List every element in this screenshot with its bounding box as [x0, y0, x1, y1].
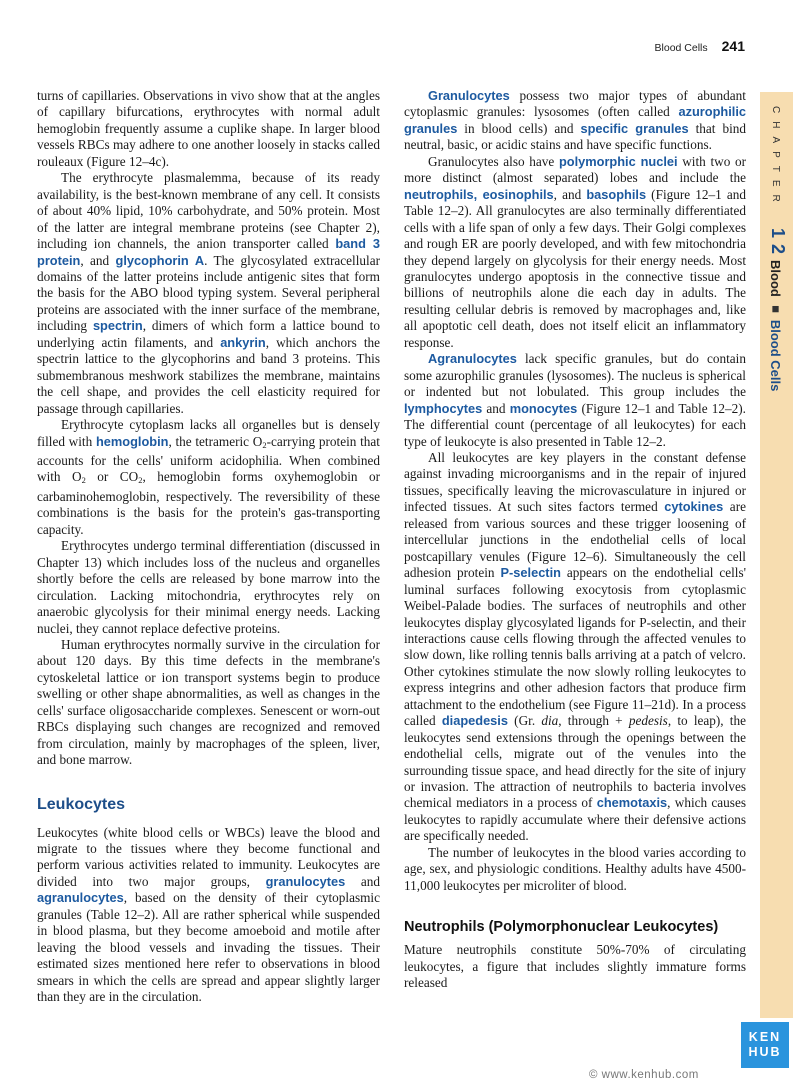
paragraph: Granulocytes possess two major types of abundant cytoplasmic granules: lysosomes (often called azurophilic granules in blood cells) and specific granules that bind neutral, basic, or acidic stains and have specific functions.	[404, 88, 746, 153]
key-term: hemoglobin	[95, 433, 169, 449]
paragraph: The erythrocyte plasmalemma, because of its ready availability, is the best-known membrane of any cell. It consists of about 40% lipid, 10% carbohydrate, and 50% protein. Most of the latter are integral membrane proteins (see Chapter 2), including ion channels, the anion transporter called band 3 protein, and glycophorin A. The glycosylated extracellular domains of the latter proteins include antigenic sites that form the basis for the ABO blood typing system. Several peripheral proteins are associated with the inner surface of the membrane, including spectrin, dimers of which form a lattice bound to underlying actin filaments, and ankyrin, which anchors the spectrin lattice to the glycophorins and band 3 proteins. This submembranous meshwork stabilizes the membrane, maintains the cell shape, and provides the cell elasticity required for passage through capillaries.	[37, 170, 381, 416]
paragraph: turns of capillaries. Observations in vivo show that at the angles of capillary bifurcations, erythrocytes with normal adult hemoglobin frequently assume a cuplike shape. In larger blood vessels RBCs may adhere to one another loosely in stacks called rouleaux (Figure 12–4c).	[37, 88, 380, 169]
italic-term: pedesis	[628, 713, 668, 729]
paragraph: Agranulocytes lack specific granules, but do contain some azurophilic granules (lysosomes). The nucleus is spherical or indented but not lobulated. This group includes the lymphocytes and monocytes (Figure 12–1 and Table 12–2). The differential count (percentage of all leukocytes) for each type of leukocyte is also presented in Table 12–2.	[404, 351, 746, 449]
key-term: specific granules	[580, 120, 689, 136]
key-term: Agranulocytes	[428, 351, 517, 367]
key-term: azurophilic granules	[404, 104, 746, 136]
key-term: glycophorin A	[115, 252, 205, 268]
paragraph: Mature neutrophils constitute 50%-70% of circulating leukocytes, a figure that includes slightly immature forms released	[404, 942, 746, 991]
chapter-title-main: Blood	[768, 260, 783, 297]
kenhub-logo	[741, 1022, 789, 1068]
chapter-title	[768, 260, 783, 391]
paragraph: The number of leukocytes in the blood varies according to age, sex, and physiologic conditions. Healthy adults have 4500-11,000 leukocytes per microliter of blood.	[404, 844, 746, 893]
key-term: diapedesis	[441, 713, 508, 729]
left-column	[37, 88, 380, 1006]
paragraph: Erythrocytes undergo terminal differentiation (discussed in Chapter 13) which includes loss of the nucleus and organelles shortly before the cells are released by bone marrow into the circulation. Lacking mitochondria, erythrocytes rely on anaerobic glycolysis for their minimal energy needs. Lacking nuclei, they cannot replace defective proteins.	[37, 538, 380, 636]
logo-line-1: KEN	[748, 1030, 782, 1044]
paragraph: Human erythrocytes normally survive in the circulation for about 120 days. By this time defects in the membrane's cytoskeletal lattice or ion transport systems begin to produce swelling or other shape abnormalities, as well as changes in the cells' surface oligosaccharide complexes. Senescent or worn-out RBCs displaying such changes are recognized and removed from circulation, mainly by macrophages of the spleen, liver, and bone marrow.	[37, 636, 380, 768]
separator-icon: ■	[768, 300, 783, 316]
key-term: monocytes	[509, 400, 578, 416]
key-term: spectrin	[92, 318, 143, 334]
key-term: basophils	[586, 186, 647, 202]
key-term: band 3 protein	[37, 236, 380, 268]
italic-term: dia	[541, 713, 559, 729]
key-term: Granulocytes	[428, 88, 510, 103]
logo-line-2: HUB	[748, 1045, 782, 1059]
key-term: chemotaxis	[596, 795, 668, 811]
running-head	[600, 38, 745, 54]
key-term: neutrophils, eosinophils	[404, 186, 554, 202]
right-column	[404, 88, 746, 992]
key-term: P-selectin	[500, 565, 561, 581]
key-term: cytokines	[664, 499, 724, 515]
key-term: ankyrin	[220, 334, 266, 350]
subscript: 2	[138, 475, 143, 486]
page-number: 241	[721, 38, 745, 54]
chapter-section-title: Blood Cells	[768, 319, 783, 392]
paragraph: All leukocytes are key players in the constant defense against invading microorganisms and in the repair of injured tissues, specifically leaving the microvasculature in injured or infected tissues. At such sites factors termed cytokines are released from various sources and these trigger loosening of intercellular junctions in the endothelial cells of local postcapillary venules (Figure 12–6). Simultaneously the cell adhesion protein P-selectin appears on the endothelial cells' luminal surfaces following exocytosis from cytoplasmic Weibel-Palade bodies. The surfaces of neutrophils and other leukocytes display glycosylated ligands for P-selectin, and their interactions cause cells flowing through the affected venules to slow down, like rolling tennis balls arriving at a patch of velcro. Other cytokines stimulate the now slowly rolling leukocytes to express integrins and other adhesion factors that produce firm attachment to the endothelium (see Figure 11–21d). In a process called diapedesis (Gr. dia, through + pedesis, to leap), the leukocytes send extensions through the openings between the endothelial cells, migrate out of the venules into the surrounding tissue space, and head directly for the site of injury or invasion. The attraction of neutrophils to bacteria involves chemical mediators in a process of chemotaxis, which causes leukocytes to rapidly accumulate where their defensive actions are specifically needed.	[404, 449, 746, 844]
running-head-title: Blood Cells	[654, 42, 708, 54]
subscript: 2	[81, 475, 86, 486]
key-term: lymphocytes	[404, 400, 483, 416]
key-term: polymorphic nuclei	[558, 153, 678, 169]
subsection-heading: Neutrophils (Polymorphonuclear Leukocytes)	[404, 919, 719, 936]
paragraph: Leukocytes (white blood cells or WBCs) leave the blood and migrate to the tissues where they become functional and perform various activities related to immunity. Leukocytes are divided into two major groups, granulocytes and agranulocytes, based on the density of their cytoplasmic granules (Table 12–2). All are rather spherical while suspended in blood plasma, but they become amoeboid and motile after leaving the blood vessels and invading the tissues. Their estimated sizes mentioned here refer to observations in blood smears in which the cells are spread and appear slightly larger than they are in the circulation.	[37, 824, 380, 1005]
paragraph: Granulocytes also have polymorphic nuclei with two or more distinct (almost separated) lobes and include the neutrophils, eosinophils, and basophils (Figure 12–1 and Table 12–2). All granulocytes are also terminally differentiated cells with a life span of only a few days. Their Golgi complexes and rough ER are poorly developed, and with few mitochondria they depend largely on glycolysis for their energy needs. Most granulocytes undergo apoptosis in the connective tissue and billions of neutrophils alone die each day in adults. The resulting cellular debris is removed by macrophages and, like all apoptotic cell death, does not itself elicit an inflammatory response.	[404, 153, 746, 350]
watermark: © www.kenhub.com	[589, 1069, 699, 1081]
chapter-number: 12	[768, 228, 788, 261]
paragraph: Erythrocyte cytoplasm lacks all organelles but is densely filled with hemoglobin, the tetrameric $O_2$-carrying protein that accounts for the cells' uniform acidophilia. When combined with $O_2$ or $CO_2$, hemoglobin forms oxyhemoglobin or carbaminohemoglobin, respectively. The reversibility of these combinations is the basis for the protein's gas-transporting capacity.	[37, 417, 380, 537]
key-term: agranulocytes	[37, 890, 124, 906]
section-heading: Leukocytes	[37, 795, 126, 813]
key-term: granulocytes	[265, 873, 346, 889]
chapter-tab	[760, 92, 793, 1018]
chapter-label: CHAPTER	[770, 106, 781, 210]
subscript: 2	[262, 439, 267, 450]
